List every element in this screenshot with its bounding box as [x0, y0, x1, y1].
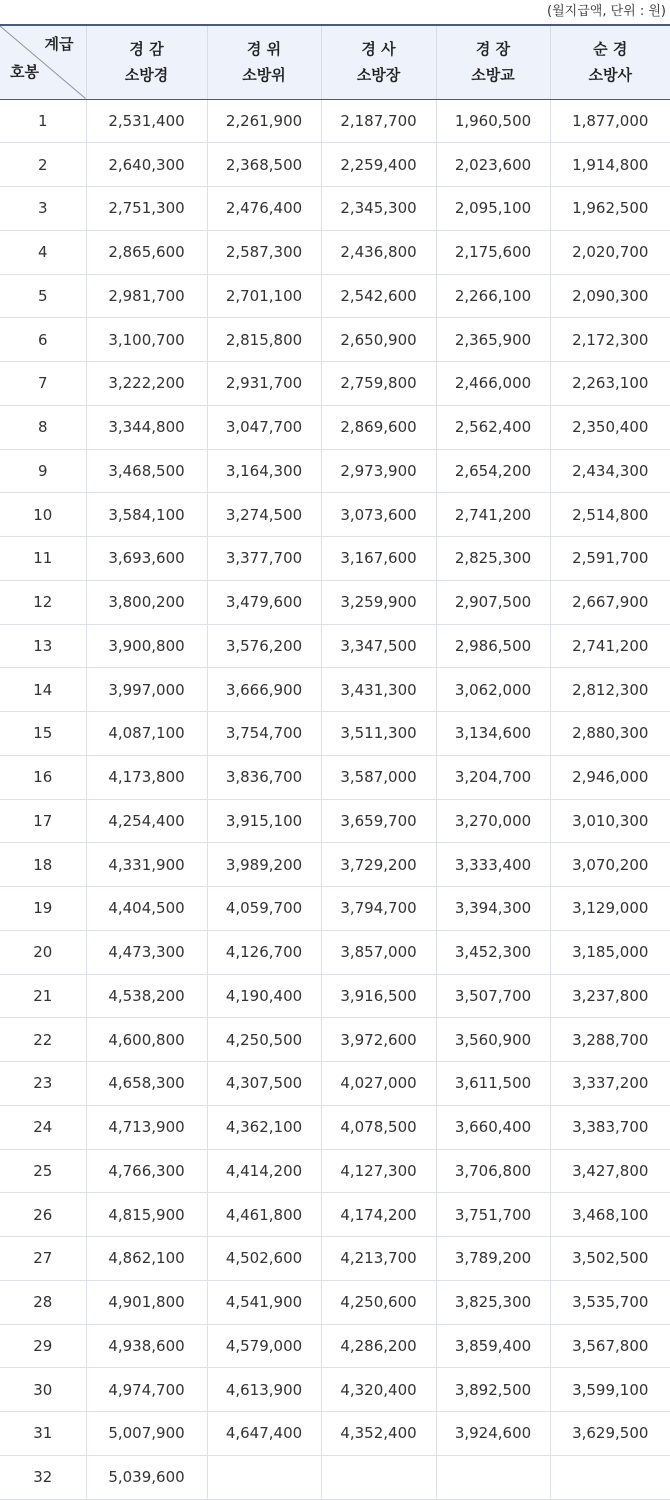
salary-cell: 3,274,500 — [207, 493, 321, 537]
salary-cell: 3,164,300 — [207, 449, 321, 493]
table-row — [0, 1280, 670, 1324]
step-cell: 22 — [0, 1018, 86, 1062]
rank-axis-label: 계급 — [44, 35, 74, 53]
salary-cell: 2,542,600 — [321, 274, 436, 318]
salary-cell: 2,640,300 — [86, 143, 207, 187]
step-cell: 19 — [0, 887, 86, 931]
rank-header-3 — [321, 25, 436, 99]
salary-cell: 4,331,900 — [86, 843, 207, 887]
salary-cell: 2,759,800 — [321, 362, 436, 406]
fire-rank-label: 소방경 — [124, 66, 169, 85]
salary-cell: 3,452,300 — [436, 930, 550, 974]
salary-cell: 2,701,100 — [207, 274, 321, 318]
salary-cell — [321, 1455, 436, 1499]
salary-cell: 4,938,600 — [86, 1324, 207, 1368]
salary-cell: 3,134,600 — [436, 712, 550, 756]
salary-cell: 2,466,000 — [436, 362, 550, 406]
salary-cell: 4,579,000 — [207, 1324, 321, 1368]
salary-cell: 2,981,700 — [86, 274, 207, 318]
salary-cell: 2,020,700 — [550, 230, 670, 274]
table-row — [0, 755, 670, 799]
table-row — [0, 668, 670, 712]
salary-cell: 4,173,800 — [86, 755, 207, 799]
salary-cell: 3,916,500 — [321, 974, 436, 1018]
step-cell: 29 — [0, 1324, 86, 1368]
table-row — [0, 362, 670, 406]
table-row — [0, 449, 670, 493]
table-row — [0, 99, 670, 143]
salary-table — [0, 24, 670, 1500]
table-row — [0, 974, 670, 1018]
salary-cell: 4,126,700 — [207, 930, 321, 974]
table-row — [0, 1237, 670, 1281]
salary-cell: 2,263,100 — [550, 362, 670, 406]
salary-cell: 3,825,300 — [436, 1280, 550, 1324]
police-rank-label: 순 경 — [593, 40, 628, 59]
salary-cell: 4,352,400 — [321, 1412, 436, 1456]
salary-cell: 2,751,300 — [86, 187, 207, 231]
step-cell: 25 — [0, 1149, 86, 1193]
table-row — [0, 624, 670, 668]
salary-cell: 3,535,700 — [550, 1280, 670, 1324]
table-row — [0, 187, 670, 231]
table-row — [0, 712, 670, 756]
table-row — [0, 1018, 670, 1062]
table-row — [0, 843, 670, 887]
step-cell: 24 — [0, 1105, 86, 1149]
salary-cell: 2,587,300 — [207, 230, 321, 274]
salary-cell: 4,541,900 — [207, 1280, 321, 1324]
table-row — [0, 799, 670, 843]
salary-cell: 4,974,700 — [86, 1368, 207, 1412]
salary-cell: 4,461,800 — [207, 1193, 321, 1237]
salary-cell: 4,502,600 — [207, 1237, 321, 1281]
salary-cell: 3,997,000 — [86, 668, 207, 712]
salary-cell: 3,706,800 — [436, 1149, 550, 1193]
rank-header-1 — [86, 25, 207, 99]
salary-cell: 4,766,300 — [86, 1149, 207, 1193]
salary-cell: 4,027,000 — [321, 1062, 436, 1106]
salary-cell: 2,946,000 — [550, 755, 670, 799]
salary-cell: 2,090,300 — [550, 274, 670, 318]
step-cell: 1 — [0, 99, 86, 143]
salary-cell — [207, 1455, 321, 1499]
step-cell: 12 — [0, 580, 86, 624]
salary-cell: 3,377,700 — [207, 537, 321, 581]
salary-cell: 4,087,100 — [86, 712, 207, 756]
salary-cell: 4,613,900 — [207, 1368, 321, 1412]
police-rank-label: 경 사 — [361, 40, 396, 59]
salary-cell: 3,468,100 — [550, 1193, 670, 1237]
step-cell: 31 — [0, 1412, 86, 1456]
salary-cell — [436, 1455, 550, 1499]
salary-cell: 3,629,500 — [550, 1412, 670, 1456]
salary-cell: 1,877,000 — [550, 99, 670, 143]
step-cell: 11 — [0, 537, 86, 581]
salary-cell: 4,473,300 — [86, 930, 207, 974]
salary-cell: 4,190,400 — [207, 974, 321, 1018]
salary-cell: 3,507,700 — [436, 974, 550, 1018]
salary-cell: 3,560,900 — [436, 1018, 550, 1062]
salary-cell: 2,476,400 — [207, 187, 321, 231]
salary-cell: 1,914,800 — [550, 143, 670, 187]
salary-cell: 3,924,600 — [436, 1412, 550, 1456]
salary-cell: 3,288,700 — [550, 1018, 670, 1062]
salary-cell: 3,584,100 — [86, 493, 207, 537]
corner-header-cell — [0, 25, 86, 99]
salary-cell: 3,479,600 — [207, 580, 321, 624]
salary-cell: 3,344,800 — [86, 405, 207, 449]
salary-cell: 2,023,600 — [436, 143, 550, 187]
fire-rank-label: 소방위 — [242, 66, 286, 85]
salary-cell: 2,345,300 — [321, 187, 436, 231]
salary-cell: 3,204,700 — [436, 755, 550, 799]
rank-header-4 — [436, 25, 550, 99]
salary-cell: 2,667,900 — [550, 580, 670, 624]
police-rank-label: 경 위 — [246, 40, 282, 59]
table-row — [0, 405, 670, 449]
salary-cell: 2,650,900 — [321, 318, 436, 362]
salary-cell: 3,070,200 — [550, 843, 670, 887]
salary-cell: 3,836,700 — [207, 755, 321, 799]
step-cell: 5 — [0, 274, 86, 318]
salary-cell: 4,213,700 — [321, 1237, 436, 1281]
table-row — [0, 1062, 670, 1106]
table-row — [0, 230, 670, 274]
salary-cell: 1,960,500 — [436, 99, 550, 143]
salary-cell: 4,059,700 — [207, 887, 321, 931]
salary-cell: 2,562,400 — [436, 405, 550, 449]
salary-cell: 3,660,400 — [436, 1105, 550, 1149]
salary-cell: 2,591,700 — [550, 537, 670, 581]
salary-cell: 2,654,200 — [436, 449, 550, 493]
fire-rank-label: 소방장 — [356, 66, 401, 85]
rank-header-5 — [550, 25, 670, 99]
salary-cell: 2,175,600 — [436, 230, 550, 274]
table-row — [0, 143, 670, 187]
salary-cell: 3,129,000 — [550, 887, 670, 931]
salary-cell: 3,185,000 — [550, 930, 670, 974]
salary-cell: 4,307,500 — [207, 1062, 321, 1106]
salary-cell: 2,365,900 — [436, 318, 550, 362]
salary-cell: 3,431,300 — [321, 668, 436, 712]
salary-cell: 4,320,400 — [321, 1368, 436, 1412]
salary-cell: 3,666,900 — [207, 668, 321, 712]
step-cell: 30 — [0, 1368, 86, 1412]
salary-cell: 4,862,100 — [86, 1237, 207, 1281]
table-row — [0, 1105, 670, 1149]
salary-cell: 2,880,300 — [550, 712, 670, 756]
salary-cell: 3,915,100 — [207, 799, 321, 843]
salary-cell: 1,962,500 — [550, 187, 670, 231]
salary-cell: 3,972,600 — [321, 1018, 436, 1062]
salary-cell: 2,865,600 — [86, 230, 207, 274]
salary-cell: 2,172,300 — [550, 318, 670, 362]
step-cell: 32 — [0, 1455, 86, 1499]
salary-cell: 4,404,500 — [86, 887, 207, 931]
table-row — [0, 537, 670, 581]
salary-cell: 4,600,800 — [86, 1018, 207, 1062]
salary-cell: 4,286,200 — [321, 1324, 436, 1368]
salary-cell: 2,514,800 — [550, 493, 670, 537]
salary-cell: 3,333,400 — [436, 843, 550, 887]
rank-header-2 — [207, 25, 321, 99]
salary-cell: 3,567,800 — [550, 1324, 670, 1368]
salary-cell: 2,869,600 — [321, 405, 436, 449]
salary-cell: 3,800,200 — [86, 580, 207, 624]
table-body — [0, 99, 670, 1499]
salary-cell: 3,859,400 — [436, 1324, 550, 1368]
salary-cell: 4,174,200 — [321, 1193, 436, 1237]
salary-cell: 2,931,700 — [207, 362, 321, 406]
unit-note: (월지급액, 단위 : 원) — [547, 4, 666, 19]
salary-cell: 4,254,400 — [86, 799, 207, 843]
table-row — [0, 318, 670, 362]
table-row — [0, 1149, 670, 1193]
salary-cell: 4,658,300 — [86, 1062, 207, 1106]
table-row — [0, 1324, 670, 1368]
step-cell: 23 — [0, 1062, 86, 1106]
step-cell: 28 — [0, 1280, 86, 1324]
salary-cell: 2,187,700 — [321, 99, 436, 143]
salary-cell: 3,587,000 — [321, 755, 436, 799]
salary-cell: 4,815,900 — [86, 1193, 207, 1237]
step-cell: 17 — [0, 799, 86, 843]
step-cell: 10 — [0, 493, 86, 537]
step-cell: 20 — [0, 930, 86, 974]
salary-cell: 2,986,500 — [436, 624, 550, 668]
table-row — [0, 930, 670, 974]
salary-cell: 3,010,300 — [550, 799, 670, 843]
salary-cell: 2,741,200 — [550, 624, 670, 668]
step-cell: 14 — [0, 668, 86, 712]
salary-cell: 3,857,000 — [321, 930, 436, 974]
salary-cell: 2,259,400 — [321, 143, 436, 187]
salary-cell: 3,693,600 — [86, 537, 207, 581]
salary-cell: 3,611,500 — [436, 1062, 550, 1106]
salary-cell: 4,713,900 — [86, 1105, 207, 1149]
salary-cell: 4,250,600 — [321, 1280, 436, 1324]
salary-cell: 5,007,900 — [86, 1412, 207, 1456]
fire-rank-label: 소방교 — [471, 66, 515, 85]
table-row — [0, 1193, 670, 1237]
table-row — [0, 274, 670, 318]
salary-cell: 2,741,200 — [436, 493, 550, 537]
salary-cell: 4,901,800 — [86, 1280, 207, 1324]
salary-cell: 2,825,300 — [436, 537, 550, 581]
step-cell: 18 — [0, 843, 86, 887]
step-cell: 3 — [0, 187, 86, 231]
salary-cell: 2,368,500 — [207, 143, 321, 187]
header-row — [0, 25, 670, 99]
table-row — [0, 1455, 670, 1499]
step-cell: 15 — [0, 712, 86, 756]
step-cell: 21 — [0, 974, 86, 1018]
salary-cell: 3,062,000 — [436, 668, 550, 712]
salary-cell: 3,754,700 — [207, 712, 321, 756]
step-cell: 6 — [0, 318, 86, 362]
step-cell: 26 — [0, 1193, 86, 1237]
salary-cell: 3,222,200 — [86, 362, 207, 406]
salary-cell: 3,259,900 — [321, 580, 436, 624]
salary-cell: 3,073,600 — [321, 493, 436, 537]
table-row — [0, 1368, 670, 1412]
salary-cell: 3,751,700 — [436, 1193, 550, 1237]
salary-cell: 4,414,200 — [207, 1149, 321, 1193]
step-cell: 2 — [0, 143, 86, 187]
step-cell: 7 — [0, 362, 86, 406]
salary-cell: 4,647,400 — [207, 1412, 321, 1456]
salary-cell: 3,659,700 — [321, 799, 436, 843]
table-row — [0, 580, 670, 624]
salary-cell: 3,167,600 — [321, 537, 436, 581]
salary-cell: 3,511,300 — [321, 712, 436, 756]
salary-cell: 3,427,800 — [550, 1149, 670, 1193]
salary-cell: 3,347,500 — [321, 624, 436, 668]
step-axis-label: 호봉 — [10, 63, 39, 81]
salary-cell: 3,599,100 — [550, 1368, 670, 1412]
salary-cell: 3,100,700 — [86, 318, 207, 362]
salary-cell: 3,794,700 — [321, 887, 436, 931]
salary-cell: 2,261,900 — [207, 99, 321, 143]
salary-cell: 4,250,500 — [207, 1018, 321, 1062]
salary-cell: 3,337,200 — [550, 1062, 670, 1106]
salary-cell: 3,892,500 — [436, 1368, 550, 1412]
salary-cell: 2,907,500 — [436, 580, 550, 624]
salary-cell: 2,815,800 — [207, 318, 321, 362]
step-cell: 27 — [0, 1237, 86, 1281]
salary-cell: 2,095,100 — [436, 187, 550, 231]
salary-cell: 2,436,800 — [321, 230, 436, 274]
salary-cell: 2,973,900 — [321, 449, 436, 493]
salary-cell: 3,468,500 — [86, 449, 207, 493]
step-cell: 8 — [0, 405, 86, 449]
salary-cell: 2,812,300 — [550, 668, 670, 712]
salary-cell: 3,576,200 — [207, 624, 321, 668]
step-cell: 16 — [0, 755, 86, 799]
salary-cell: 3,789,200 — [436, 1237, 550, 1281]
salary-cell: 2,266,100 — [436, 274, 550, 318]
salary-cell: 4,127,300 — [321, 1149, 436, 1193]
salary-cell: 2,434,300 — [550, 449, 670, 493]
table-row — [0, 1412, 670, 1456]
salary-cell: 3,502,500 — [550, 1237, 670, 1281]
salary-cell: 2,531,400 — [86, 99, 207, 143]
salary-cell — [550, 1455, 670, 1499]
salary-cell: 4,538,200 — [86, 974, 207, 1018]
table-row — [0, 887, 670, 931]
step-cell: 4 — [0, 230, 86, 274]
salary-cell: 5,039,600 — [86, 1455, 207, 1499]
fire-rank-label: 소방사 — [588, 66, 632, 85]
table-header — [0, 25, 670, 99]
salary-cell: 4,362,100 — [207, 1105, 321, 1149]
table-row — [0, 493, 670, 537]
salary-cell: 3,237,800 — [550, 974, 670, 1018]
salary-cell: 3,900,800 — [86, 624, 207, 668]
salary-cell: 3,270,000 — [436, 799, 550, 843]
salary-cell: 3,383,700 — [550, 1105, 670, 1149]
salary-cell: 3,394,300 — [436, 887, 550, 931]
salary-cell: 3,989,200 — [207, 843, 321, 887]
salary-cell: 3,729,200 — [321, 843, 436, 887]
police-rank-label: 경 장 — [475, 40, 511, 59]
police-rank-label: 경 감 — [129, 40, 164, 59]
step-cell: 13 — [0, 624, 86, 668]
step-cell: 9 — [0, 449, 86, 493]
salary-cell: 4,078,500 — [321, 1105, 436, 1149]
salary-cell: 3,047,700 — [207, 405, 321, 449]
salary-cell: 2,350,400 — [550, 405, 670, 449]
